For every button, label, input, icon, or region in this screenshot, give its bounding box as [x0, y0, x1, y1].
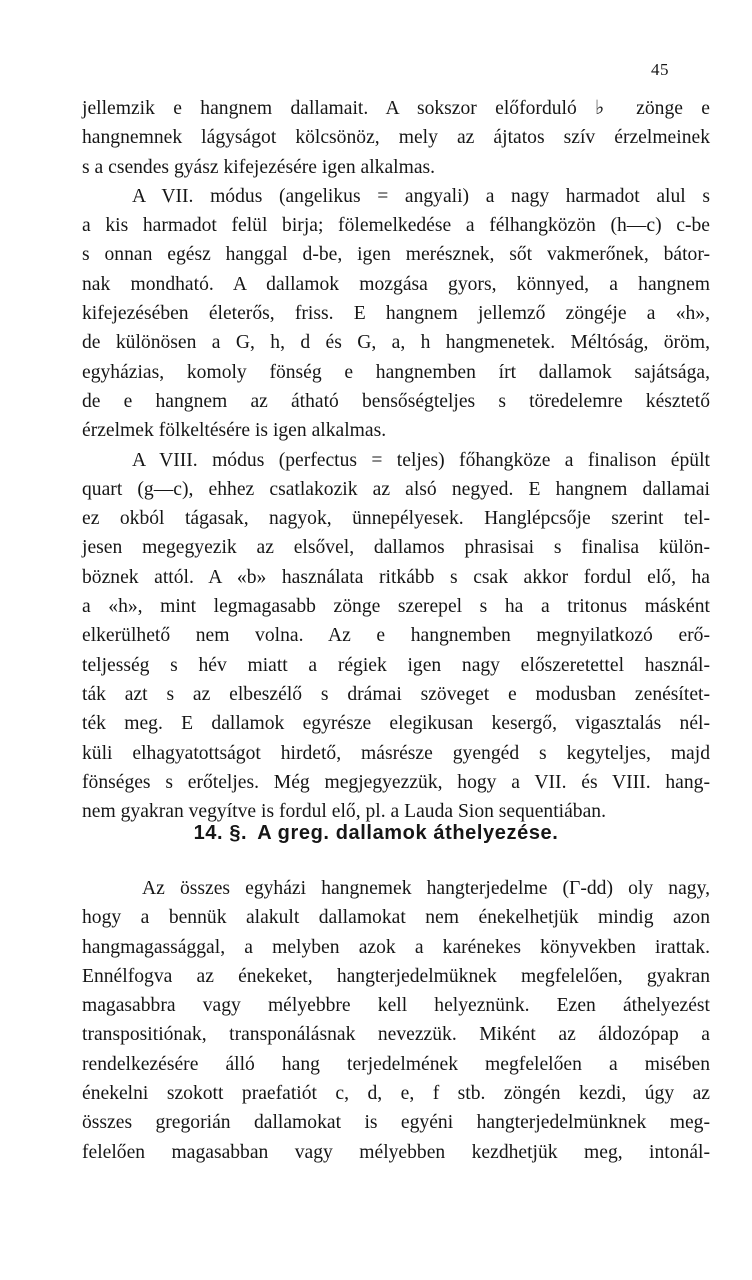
text-line: s onnan egész hanggal d-be, igen merésznek, sőt vakmerőnek, bátor- — [82, 244, 710, 266]
text-line: Az összes egyházi hangnemek hangterjedelme (Γ-dd) oly nagy, — [142, 878, 710, 899]
text-line: felelően magasabban vagy mélyebben kezdhetjük meg, intonál- — [82, 1141, 710, 1163]
text-line: rendelkezésére álló hang terjedelmének megfelelően a misében — [82, 1053, 710, 1075]
text-line: a kis harmadot felül birja; fölemelkedése a félhangközön (h—c) c-be — [82, 215, 710, 237]
text-line: ez okból tágasak, nagyok, ünnepélyesek. Hanglépcsője szerint tel- — [82, 508, 710, 530]
text-line: jellemzik e hangnem dallamait. A sokszor előforduló ♭ zönge e — [82, 98, 710, 119]
text-line: érzelmek fölkeltésére is igen alkalmas. — [82, 420, 387, 442]
text-line: kifejezésében életerős, friss. E hangnem jellemző zöngéje a «h», — [82, 303, 710, 325]
page-number: 45 — [651, 60, 669, 79]
text-line: hangmagassággal, a melyben azok a karénekes könyvekben irattak. — [82, 936, 710, 958]
section-number: 14. §. — [193, 822, 248, 844]
text-line: Ennélfogva az énekeket, hangterjedelmüknek megfelelően, gyakran — [82, 965, 710, 987]
text-line: küli elhagyatottságot hirdető, másrésze gyengéd s kegyteljes, majd — [82, 742, 710, 764]
body-text-lower — [82, 874, 710, 1167]
text-line: transpositiónak, transponálásnak nevezzük. Miként az áldozópap a — [82, 1024, 710, 1046]
text-line: jesen megegyezik az elsővel, dallamos phrasisai s finalisa külön- — [82, 537, 710, 559]
text-line: de különösen a G, h, d és G, a, h hangmenetek. Méltóság, öröm, — [82, 332, 710, 354]
text-line: fönséges s erőteljes. Még megjegyezzük, hogy a VII. és VIII. hang- — [82, 771, 710, 793]
text-line: hangnemnek lágyságot kölcsönöz, mely az ájtatos szív érzelmeinek — [82, 127, 710, 149]
text-line: A VIII. módus (perfectus = teljes) főhangköze a finalison épült — [132, 449, 710, 471]
text-line: nem gyakran vegyítve is fordul elő, pl. a Lauda Sion sequentiában. — [82, 801, 606, 823]
text-line: de e hangnem az átható bensőségteljes s töredelemre késztető — [82, 390, 710, 412]
text-line: összes gregorián dallamokat is egyéni hangterjedelmünknek meg- — [82, 1112, 710, 1134]
text-line: s a csendes gyász kifejezésére igen alkalmas. — [82, 156, 436, 178]
section-title: A greg. dallamok áthelyezése. — [257, 822, 559, 844]
text-line: quart (g—c), ehhez csatlakozik az alsó negyed. E hangnem dallamai — [82, 478, 710, 500]
text-line: ték meg. E dallamok egyrésze elegikusan kesergő, vigasztalás nél- — [82, 713, 710, 735]
text-line: böznek attól. A «b» használata ritkább s csak akkor fordul elő, ha — [82, 566, 710, 588]
text-line: egyházias, komoly fönség e hangnemben írt dallamok sajátsága, — [82, 361, 710, 383]
section-heading — [0, 822, 752, 845]
text-line: énekelni szokott praefatiót c, d, e, f stb. zöngén kezdi, úgy az — [82, 1083, 710, 1105]
text-line: ták azt s az elbeszélő s drámai szöveget e modusban zenésítet- — [82, 683, 710, 705]
text-line: elkerülhető nem volna. Az e hangnemben megnyilatkozó erő- — [82, 625, 710, 647]
body-text-upper — [82, 94, 710, 826]
text-line: magasabbra vagy mélyebbre kell helyeznünk. Ezen áthelyezést — [82, 995, 710, 1017]
text-line: teljesség s hév miatt a régiek igen nagy előszeretettel használ- — [82, 654, 710, 676]
text-line: hogy a bennük alakult dallamokat nem énekelhetjük mindig azon — [82, 907, 710, 929]
text-line: nak mondható. A dallamok mozgása gyors, könnyed, a hangnem — [82, 273, 710, 295]
text-line: A VII. módus (angelikus = angyali) a nagy harmadot alul s — [132, 185, 710, 207]
text-line: a «h», mint legmagasabb zönge szerepel s ha a tritonus másként — [82, 596, 710, 618]
